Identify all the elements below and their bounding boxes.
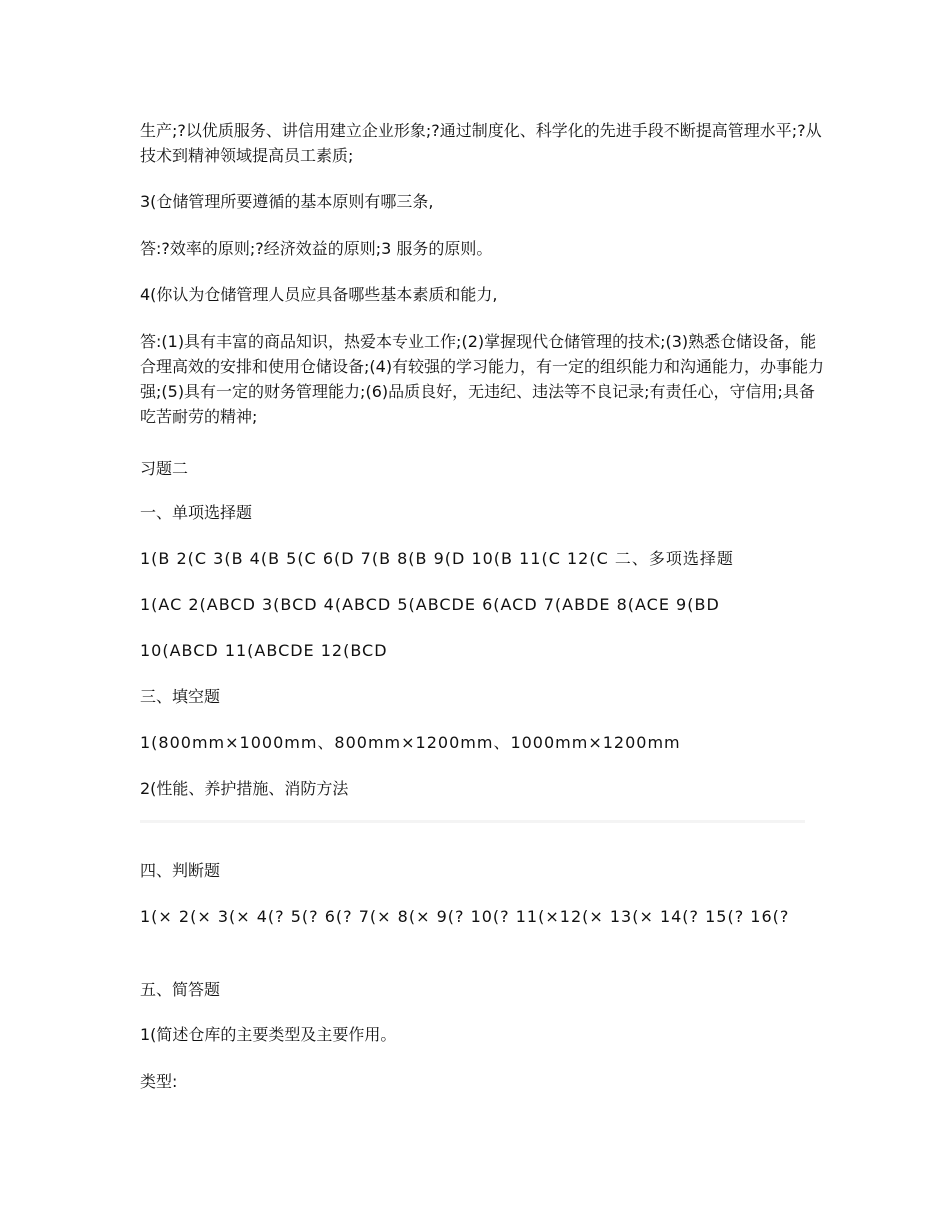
question-3: 3(仓储管理所要遵循的基本原则有哪三条, (140, 192, 434, 211)
fill-blank-answer-1: 1(800mm×1000mm、800mm×1200mm、1000mm×1200mm (140, 733, 681, 752)
single-choice-answers: 1(B 2(C 3(B 4(B 5(C 6(D 7(B 8(B 9(D 10(B 11(C 12(C 二、多项选择题 (140, 549, 734, 568)
answer-4: 答:(1)具有丰富的商品知识，热爱本专业工作;(2)掌握现代仓储管理的技术;(3)熟悉仓储设备，能合理高效的安排和使用仓储设备;(4)有较强的学习能力，有一定的组织能力和沟通能力，办事能力强;(5)具有一定的财务管理能力;(6)品质良好，无违纪、违法等不良记录;有责任心，守信用;具备吃苦耐劳的精神; (140, 332, 825, 426)
exercise-2-heading: 习题二 (140, 459, 189, 478)
multiple-choice-answers-line2: 10(ABCD 11(ABCDE 12(BCD (140, 641, 388, 660)
types-label: 类型: (140, 1072, 178, 1091)
section-true-false: 四、判断题 (140, 861, 221, 880)
fill-blank-answer-2: 2(性能、养护措施、消防方法 (140, 779, 349, 798)
section-single-choice: 一、单项选择题 (140, 503, 253, 522)
faint-divider (140, 820, 805, 823)
section-short-answer: 五、简答题 (140, 980, 221, 999)
short-answer-question-1: 1(简述仓库的主要类型及主要作用。 (140, 1025, 397, 1044)
multiple-choice-answers-line1: 1(AC 2(ABCD 3(BCD 4(ABCD 5(ABCDE 6(ACD 7(ABDE 8(ACE 9(BD (140, 595, 720, 614)
paragraph-management-goals: 生产;?以优质服务、讲信用建立企业形象;?通过制度化、科学化的先进手段不断提高管理水平;?从技术到精神领域提高员工素质; (140, 121, 822, 165)
section-fill-blank: 三、填空题 (140, 687, 221, 706)
question-4: 4(你认为仓储管理人员应具备哪些基本素质和能力, (140, 285, 498, 304)
true-false-answers: 1(× 2(× 3(× 4(? 5(? 6(? 7(× 8(× 9(? 10(? 11(×12(× 13(× 14(? 15(? 16(? (140, 907, 790, 926)
answer-3: 答:?效率的原则;?经济效益的原则;3 服务的原则。 (140, 239, 493, 258)
